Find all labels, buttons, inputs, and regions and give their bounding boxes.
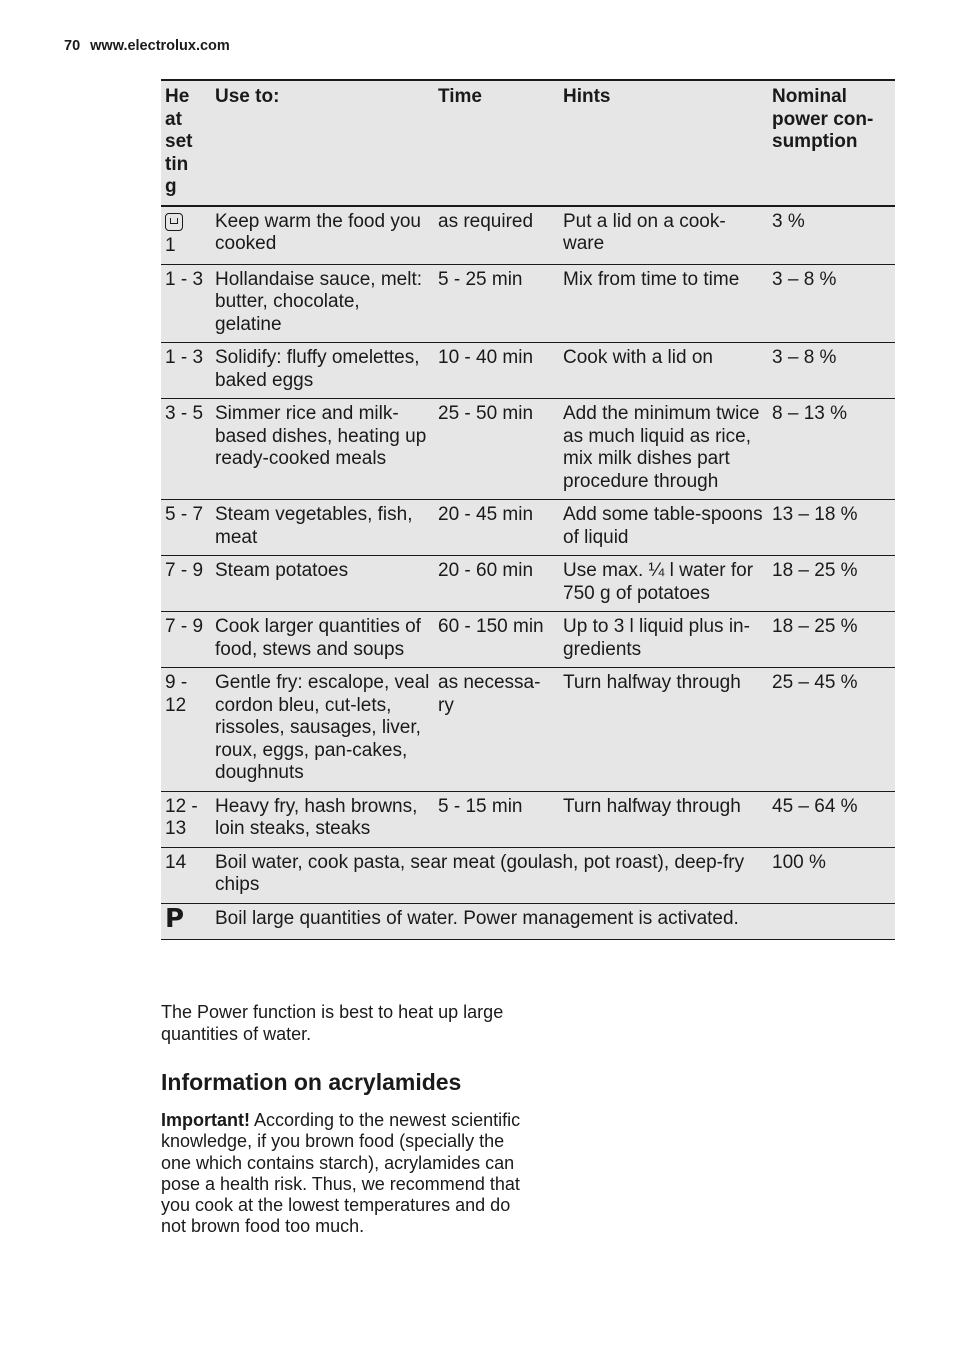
time-cell: 60 - 150 min (434, 612, 559, 668)
heat-settings-table (161, 79, 895, 940)
table-row (161, 791, 895, 847)
time-cell: 5 - 25 min (434, 264, 559, 343)
time-cell: 10 - 40 min (434, 343, 559, 399)
setting-cell: 3 - 5 (161, 399, 211, 500)
header-power: Nominal power con- sumption (768, 80, 895, 206)
acrylamides-paragraph (161, 1110, 521, 1238)
table-row (161, 612, 895, 668)
setting-cell: 14 (161, 847, 211, 903)
table-row (161, 264, 895, 343)
time-cell: as necessa-ry (434, 668, 559, 792)
table-row (161, 847, 895, 903)
power-cell: 3 % (768, 206, 895, 265)
setting-cell: 7 - 9 (161, 556, 211, 612)
header-use-to: Use to: (211, 80, 434, 206)
use-cell: Simmer rice and milk-based dishes, heating up ready-cooked meals (211, 399, 434, 500)
use-cell: Hollandaise sauce, melt: butter, chocolate, gelatine (211, 264, 434, 343)
use-cell: Cook larger quantities of food, stews and soups (211, 612, 434, 668)
keep-warm-icon (165, 213, 183, 231)
table-row (161, 500, 895, 556)
acrylamides-text: According to the newest scientific knowledge, if you brown food (specially the one which contains starch), acrylamides can pose a health risk. Thus, we recommend that you cook at the lowest temperatures and do not brown food too much. (161, 1110, 521, 1237)
page-number: 70 (64, 38, 81, 54)
hints-cell: Mix from time to time (559, 264, 768, 343)
setting-cell: 9 - 12 (161, 668, 211, 792)
use-cell: Gentle fry: escalope, veal cordon bleu, cut-lets, rissoles, sausages, liver, roux, eggs, pan-cakes, doughnuts (211, 668, 434, 792)
hints-cell: Turn halfway through (559, 791, 768, 847)
use-cell: Solidify: fluffy omelettes, baked eggs (211, 343, 434, 399)
table-row (161, 903, 895, 940)
setting-cell: 7 - 9 (161, 612, 211, 668)
power-cell: 13 – 18 % (768, 500, 895, 556)
power-cell: 18 – 25 % (768, 612, 895, 668)
power-cell: 45 – 64 % (768, 791, 895, 847)
time-cell: as required (434, 206, 559, 265)
hints-cell: Put a lid on a cook-ware (559, 206, 768, 265)
important-label: Important! (161, 1110, 250, 1130)
use-cell: Steam vegetables, fish, meat (211, 500, 434, 556)
setting-cell: 1 - 3 (161, 264, 211, 343)
power-cell: 18 – 25 % (768, 556, 895, 612)
header-time: Time (434, 80, 559, 206)
time-cell: 20 - 45 min (434, 500, 559, 556)
table-row (161, 343, 895, 399)
table-header-row (161, 80, 895, 206)
power-boost-icon: P (165, 903, 185, 934)
section-title: Information on acrylamides (161, 1069, 462, 1095)
hints-cell: Up to 3 l liquid plus in-gredients (559, 612, 768, 668)
hints-cell: Use max. ¼ l water for 750 g of potatoes (559, 556, 768, 612)
power-cell: 25 – 45 % (768, 668, 895, 792)
hints-cell: Add some table-spoons of liquid (559, 500, 768, 556)
setting-cell: 1 (161, 206, 211, 265)
power-cell: 100 % (768, 847, 895, 903)
website-url: www.electrolux.com (90, 38, 230, 54)
use-cell: Boil water, cook pasta, sear meat (goulash, pot roast), deep-fry chips (211, 847, 768, 903)
power-cell: 3 – 8 % (768, 264, 895, 343)
hints-cell: Add the minimum twice as much liquid as rice, mix milk dishes part procedure through (559, 399, 768, 500)
header-heat-setting: He at set tin g (161, 80, 211, 206)
time-cell: 25 - 50 min (434, 399, 559, 500)
power-cell: 3 – 8 % (768, 343, 895, 399)
time-cell: 5 - 15 min (434, 791, 559, 847)
hints-cell: Cook with a lid on (559, 343, 768, 399)
time-cell: 20 - 60 min (434, 556, 559, 612)
setting-cell (161, 903, 211, 940)
table-row (161, 206, 895, 265)
page-header (64, 38, 230, 54)
table-row (161, 556, 895, 612)
table-row (161, 668, 895, 792)
header-hints: Hints (559, 80, 768, 206)
use-cell: Boil large quantities of water. Power management is activated. (211, 903, 895, 940)
use-cell: Heavy fry, hash browns, loin steaks, steaks (211, 791, 434, 847)
power-cell: 8 – 13 % (768, 399, 895, 500)
table-row (161, 399, 895, 500)
setting-cell: 12 - 13 (161, 791, 211, 847)
hints-cell: Turn halfway through (559, 668, 768, 792)
power-function-note: The Power function is best to heat up large quantities of water. (161, 1002, 504, 1044)
use-cell: Keep warm the food you cooked (211, 206, 434, 265)
setting-cell: 5 - 7 (161, 500, 211, 556)
use-cell: Steam potatoes (211, 556, 434, 612)
setting-cell: 1 - 3 (161, 343, 211, 399)
